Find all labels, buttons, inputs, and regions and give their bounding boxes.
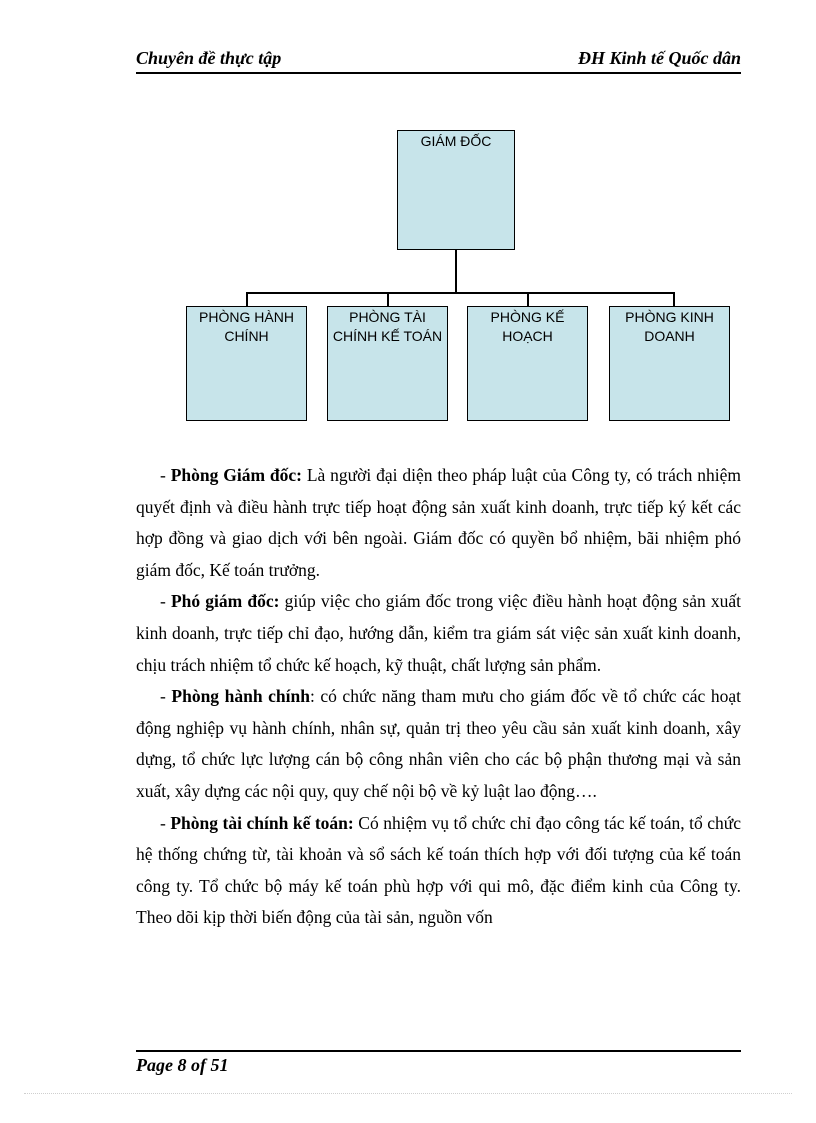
page-boundary	[24, 1093, 792, 1094]
org-box-finance: PHÒNG TÀI CHÍNH KẾ TOÁN	[327, 306, 448, 421]
body-text	[136, 460, 741, 934]
org-box-director: GIÁM ĐỐC	[397, 130, 515, 250]
page-number: Page 8 of 51	[136, 1055, 229, 1075]
org-box-planning: PHÒNG KẾ HOẠCH	[467, 306, 588, 421]
connector-drop-2	[387, 292, 389, 307]
org-chart	[0, 0, 816, 430]
paragraph-finance-dept: - Phòng tài chính kế toán: Có nhiệm vụ tổ chức chỉ đạo công tác kế toán, tổ chức hệ thống chứng từ, tài khoản và sổ sách kế toán thích hợp với đối tượng của kế toán công ty. Tổ chức bộ máy kế toán phù hợp với qui mô, đặc điểm kinh của Công ty. Theo dõi kịp thời biến động của tài sản, nguồn vốn	[136, 812, 742, 928]
connector-drop-1	[246, 292, 248, 307]
header-university: ĐH Kinh tế Quốc dân	[577, 48, 741, 68]
footer-rule	[136, 1050, 741, 1052]
header-course-title: Chuyên đề thực tập	[136, 48, 282, 68]
paragraph-deputy-director: - Phó giám đốc: giúp việc cho giám đốc trong việc điều hành hoạt động sản xuất kinh doanh, trực tiếp chỉ đạo, hướng dẫn, kiểm tra giám sát việc sản xuất kinh doanh, chịu trách nhiệm tổ chức kế hoạch, kỹ thuật, chất lượng sản phẩm.	[136, 591, 742, 675]
paragraph-director: - Phòng Giám đốc: Là người đại diện theo pháp luật của Công ty, có trách nhiệm quyết định và điều hành trực tiếp hoạt động sản xuất kinh doanh, trực tiếp ký kết các hợp đồng và giao dịch với bên ngoài. Giám đốc có quyền bổ nhiệm, bãi nhiệm phó giám đốc, Kế toán trưởng.	[136, 465, 742, 580]
connector-horizontal	[246, 292, 675, 294]
paragraph-admin-dept: - Phòng hành chính: có chức năng tham mưu cho giám đốc về tổ chức các hoạt động nghiệp vụ hành chính, nhân sự, quản trị theo yêu cầu sản xuất kinh doanh, xây dựng, tổ chức lực lượng cán bộ công nhân viên cho các bộ phận thương mại và sản xuất, xây dựng các nội quy, quy chế nội bộ về kỷ luật lao động….	[136, 686, 741, 801]
connector-vertical-main	[455, 250, 457, 293]
org-box-business: PHÒNG KINH DOANH	[609, 306, 730, 421]
connector-drop-4	[673, 292, 675, 307]
connector-drop-3	[527, 292, 529, 307]
org-box-admin: PHÒNG HÀNH CHÍNH	[186, 306, 307, 421]
